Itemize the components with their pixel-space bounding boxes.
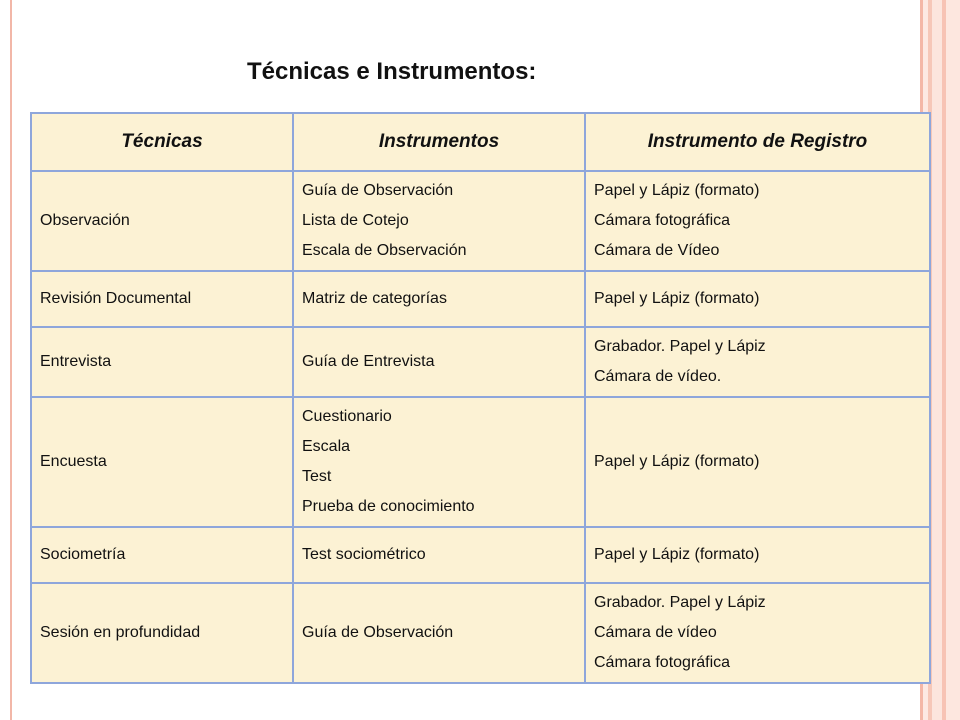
instrumento-item: Prueba de conocimiento <box>302 498 475 515</box>
cell-registro <box>585 271 930 327</box>
cell-tecnica <box>31 327 293 397</box>
registro-item: Cámara de vídeo <box>594 624 717 641</box>
registro-item: Papel y Lápiz (formato) <box>594 182 760 199</box>
instrumento-item: Guía de Observación <box>302 182 454 199</box>
slide-frame-left <box>10 0 12 720</box>
registro-item: Cámara fotográfica <box>594 654 731 671</box>
instrumento-item: Escala <box>302 438 351 455</box>
slide-title: Técnicas e Instrumentos: <box>247 58 537 85</box>
instrumento-item: Escala de Observación <box>302 242 467 259</box>
table-row <box>31 397 930 527</box>
tecnica-text: Entrevista <box>40 353 112 370</box>
instrumento-item: Guía de Observación <box>302 624 454 641</box>
registro-item: Papel y Lápiz (formato) <box>594 546 760 563</box>
cell-instrumentos <box>293 527 585 583</box>
table-row <box>31 171 930 271</box>
tecnica-text: Observación <box>40 212 130 229</box>
cell-instrumentos <box>293 327 585 397</box>
registro-item: Grabador. Papel y Lápiz <box>594 594 766 611</box>
table-header-row <box>31 113 930 171</box>
table-row <box>31 527 930 583</box>
instrumento-item: Guía de Entrevista <box>302 353 435 370</box>
instrumento-item: Test sociométrico <box>302 546 426 563</box>
cell-registro <box>585 583 930 683</box>
cell-instrumentos <box>293 397 585 527</box>
registro-item: Papel y Lápiz (formato) <box>594 290 760 307</box>
techniques-table <box>30 112 931 684</box>
instrumento-item: Lista de Cotejo <box>302 212 409 229</box>
tecnica-text: Revisión Documental <box>40 290 192 307</box>
cell-registro <box>585 527 930 583</box>
cell-tecnica <box>31 271 293 327</box>
cell-tecnica <box>31 527 293 583</box>
cell-registro <box>585 327 930 397</box>
instrumento-item: Matriz de categorías <box>302 290 447 307</box>
cell-tecnica <box>31 397 293 527</box>
table-row <box>31 271 930 327</box>
registro-item: Cámara fotográfica <box>594 212 731 229</box>
instrumento-item: Cuestionario <box>302 408 392 425</box>
registro-item: Cámara de vídeo. <box>594 368 722 385</box>
cell-registro <box>585 397 930 527</box>
cell-registro <box>585 171 930 271</box>
cell-tecnica <box>31 171 293 271</box>
cell-instrumentos <box>293 271 585 327</box>
registro-item: Cámara de Vídeo <box>594 242 720 259</box>
cell-instrumentos <box>293 583 585 683</box>
header-instrumento-registro: Instrumento de Registro <box>585 113 930 171</box>
table-row <box>31 583 930 683</box>
registro-item: Grabador. Papel y Lápiz <box>594 338 766 355</box>
table-row <box>31 327 930 397</box>
tecnica-text: Encuesta <box>40 453 107 470</box>
cell-instrumentos <box>293 171 585 271</box>
tecnica-text: Sociometría <box>40 546 126 563</box>
registro-item: Papel y Lápiz (formato) <box>594 453 760 470</box>
header-instrumentos: Instrumentos <box>293 113 585 171</box>
tecnica-text: Sesión en profundidad <box>40 624 201 641</box>
cell-tecnica <box>31 583 293 683</box>
header-tecnicas: Técnicas <box>31 113 293 171</box>
instrumento-item: Test <box>302 468 332 485</box>
